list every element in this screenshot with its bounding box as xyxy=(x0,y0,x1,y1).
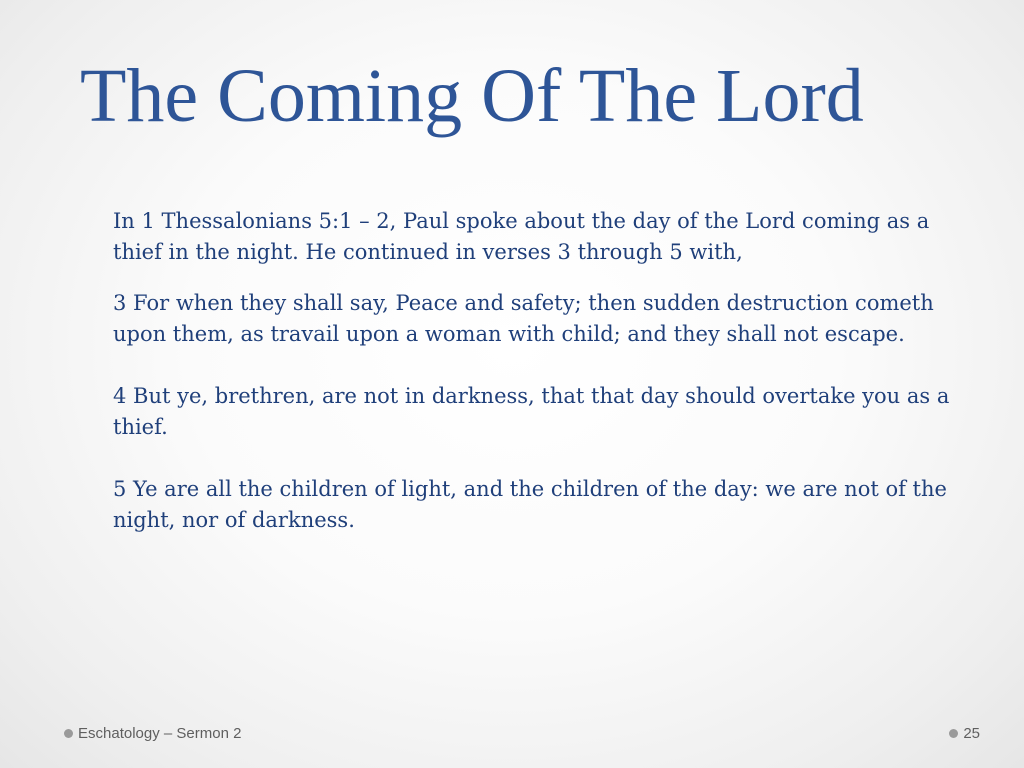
circle-bullet-icon xyxy=(64,729,73,738)
footer-left xyxy=(64,722,241,744)
verse-5: 5 Ye are all the children of light, and the children of the day: we are not of the night, nor of darkness. xyxy=(113,477,947,532)
footer-right xyxy=(949,722,980,744)
intro-paragraph: In 1 Thessalonians 5:1 – 2, Paul spoke about the day of the Lord coming as a thief in the night. He continued in verses 3 through 5 with, xyxy=(113,209,930,264)
page-number: 25 xyxy=(963,724,980,742)
circle-bullet-icon xyxy=(949,729,958,738)
verse-4: 4 But ye, brethren, are not in darkness, that that day should overtake you as a thief. xyxy=(113,384,950,439)
slide-title: The Coming Of The Lord xyxy=(80,54,864,138)
verse-3: 3 For when they shall say, Peace and safety; then sudden destruction cometh upon them, as travail upon a woman with child; and they shall not escape. xyxy=(113,291,934,346)
footer-text: Eschatology – Sermon 2 xyxy=(78,724,242,742)
slide-body xyxy=(113,206,963,536)
